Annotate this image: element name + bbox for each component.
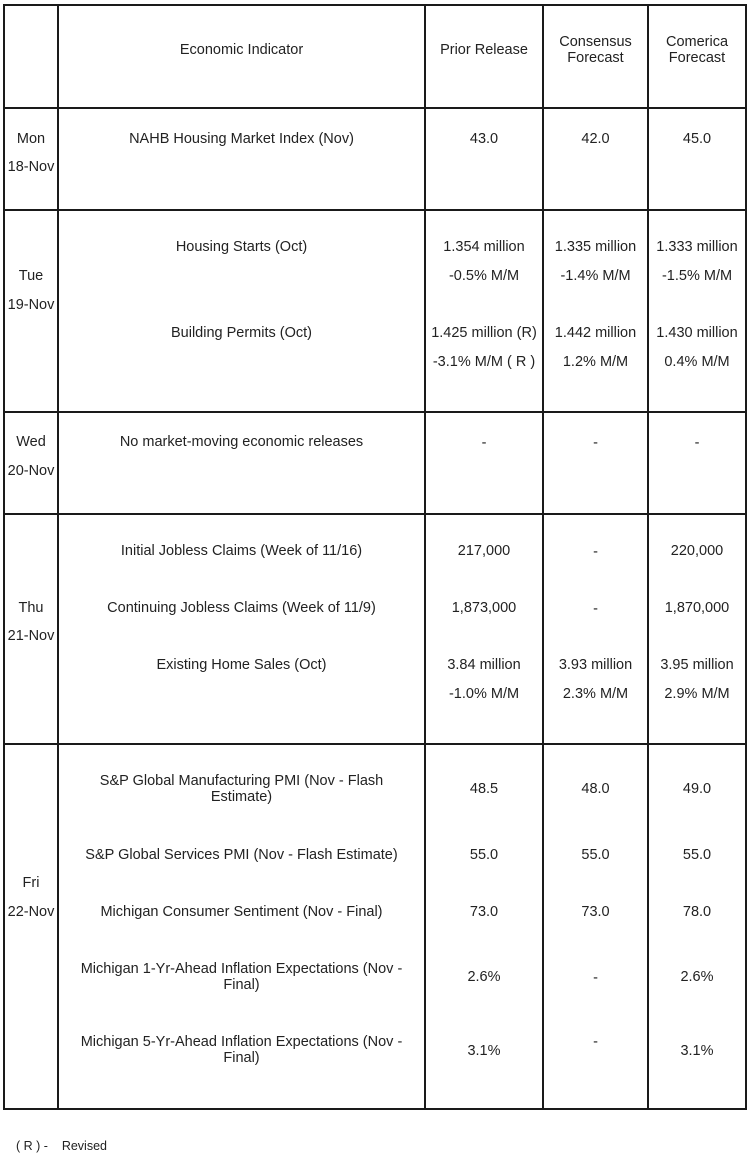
indicator-name: Housing Starts (Oct) — [175, 239, 308, 255]
comerica-value: - — [694, 435, 700, 451]
table-border — [3, 1108, 747, 1110]
prior-value: - — [481, 435, 487, 451]
consensus-value: 48.0 — [581, 781, 610, 797]
indicator-name: Continuing Jobless Claims (Week of 11/9) — [107, 600, 376, 616]
prior-value: 48.5 — [469, 781, 499, 797]
consensus-value: - — [593, 1034, 598, 1050]
header-consensus-forecast-line1: Consensus — [559, 34, 632, 50]
comerica-value: 55.0 — [682, 847, 712, 863]
indicator-name: Existing Home Sales (Oct) — [156, 657, 327, 673]
day-name: Mon — [16, 131, 46, 147]
consensus-value: - — [593, 970, 598, 986]
prior-value: 3.84 million — [447, 657, 521, 673]
day-date: 18-Nov — [7, 159, 55, 175]
table-border — [3, 513, 747, 515]
comerica-value: 1.430 million — [656, 325, 738, 341]
consensus-value: 1.335 million — [554, 239, 637, 255]
consensus-value: 1.442 million — [554, 325, 637, 341]
prior-value: 3.1% — [467, 1043, 501, 1059]
table-border — [3, 107, 747, 109]
day-name: Thu — [18, 600, 44, 616]
comerica-change: 0.4% M/M — [664, 354, 730, 370]
prior-value: 43.0 — [469, 131, 499, 147]
prior-value: 73.0 — [469, 904, 499, 920]
comerica-value: 1.333 million — [656, 239, 738, 255]
header-economic-indicator: Economic Indicator — [179, 42, 304, 58]
prior-value: 1.425 million (R) — [431, 325, 537, 341]
prior-value: 1,873,000 — [451, 600, 517, 616]
consensus-change: 2.3% M/M — [562, 686, 629, 702]
prior-change: -3.1% M/M ( R ) — [432, 354, 536, 370]
table-border — [3, 411, 747, 413]
indicator-name: Michigan 5-Yr-Ahead Inflation Expectations (Nov - Final) — [80, 1034, 403, 1066]
prior-value: 2.6% — [467, 969, 501, 985]
comerica-value: 49.0 — [682, 781, 712, 797]
header-comerica-forecast-line1: Comerica — [665, 34, 729, 50]
comerica-change: 2.9% M/M — [664, 686, 730, 702]
prior-value: 217,000 — [457, 543, 511, 559]
indicator-name: S&P Global Services PMI (Nov - Flash Estimate) — [85, 847, 398, 863]
consensus-change: 1.2% M/M — [562, 354, 629, 370]
indicator-name: Building Permits (Oct) — [170, 325, 312, 341]
consensus-value: 3.93 million — [558, 657, 633, 673]
day-date: 19-Nov — [7, 297, 55, 313]
day-name: Fri — [22, 875, 40, 891]
indicator-name: Michigan Consumer Sentiment (Nov - Final) — [100, 904, 383, 920]
comerica-change: -1.5% M/M — [661, 268, 733, 284]
consensus-value: 73.0 — [581, 904, 610, 920]
header-prior-release: Prior Release — [440, 42, 528, 58]
prior-change: -0.5% M/M — [448, 268, 520, 284]
comerica-value: 3.1% — [680, 1043, 714, 1059]
indicator-name: NAHB Housing Market Index (Nov) — [129, 131, 354, 147]
table-border — [3, 209, 747, 211]
table-border — [3, 743, 747, 745]
day-date: 22-Nov — [7, 904, 55, 920]
indicator-name: S&P Global Manufacturing PMI (Nov - Flash Estimate) — [99, 773, 384, 805]
footnote-revised: ( R ) - Revised — [16, 1139, 107, 1153]
indicator-name: Initial Jobless Claims (Week of 11/16) — [120, 543, 363, 559]
table-border — [3, 4, 747, 6]
consensus-value: - — [593, 435, 598, 451]
header-consensus-forecast-line2: Forecast — [567, 50, 624, 66]
table-border — [745, 4, 747, 1110]
prior-value: 55.0 — [469, 847, 499, 863]
consensus-value: - — [593, 601, 598, 617]
prior-change: -1.0% M/M — [448, 686, 520, 702]
day-name: Tue — [18, 268, 44, 284]
comerica-value: 1,870,000 — [664, 600, 730, 616]
day-date: 21-Nov — [7, 628, 55, 644]
comerica-value: 78.0 — [682, 904, 712, 920]
comerica-value: 45.0 — [682, 131, 712, 147]
day-date: 20-Nov — [7, 463, 55, 479]
indicator-name: No market-moving economic releases — [119, 434, 364, 450]
prior-value: 1.354 million — [443, 239, 525, 255]
consensus-change: -1.4% M/M — [560, 268, 631, 284]
comerica-value: 3.95 million — [660, 657, 734, 673]
consensus-value: 55.0 — [581, 847, 610, 863]
indicator-name: Michigan 1-Yr-Ahead Inflation Expectations (Nov - Final) — [80, 961, 403, 993]
comerica-value: 2.6% — [680, 969, 714, 985]
day-name: Wed — [16, 434, 46, 450]
consensus-value: - — [593, 544, 598, 560]
header-comerica-forecast-line2: Forecast — [668, 50, 726, 66]
comerica-value: 220,000 — [670, 543, 724, 559]
consensus-value: 42.0 — [581, 131, 610, 147]
